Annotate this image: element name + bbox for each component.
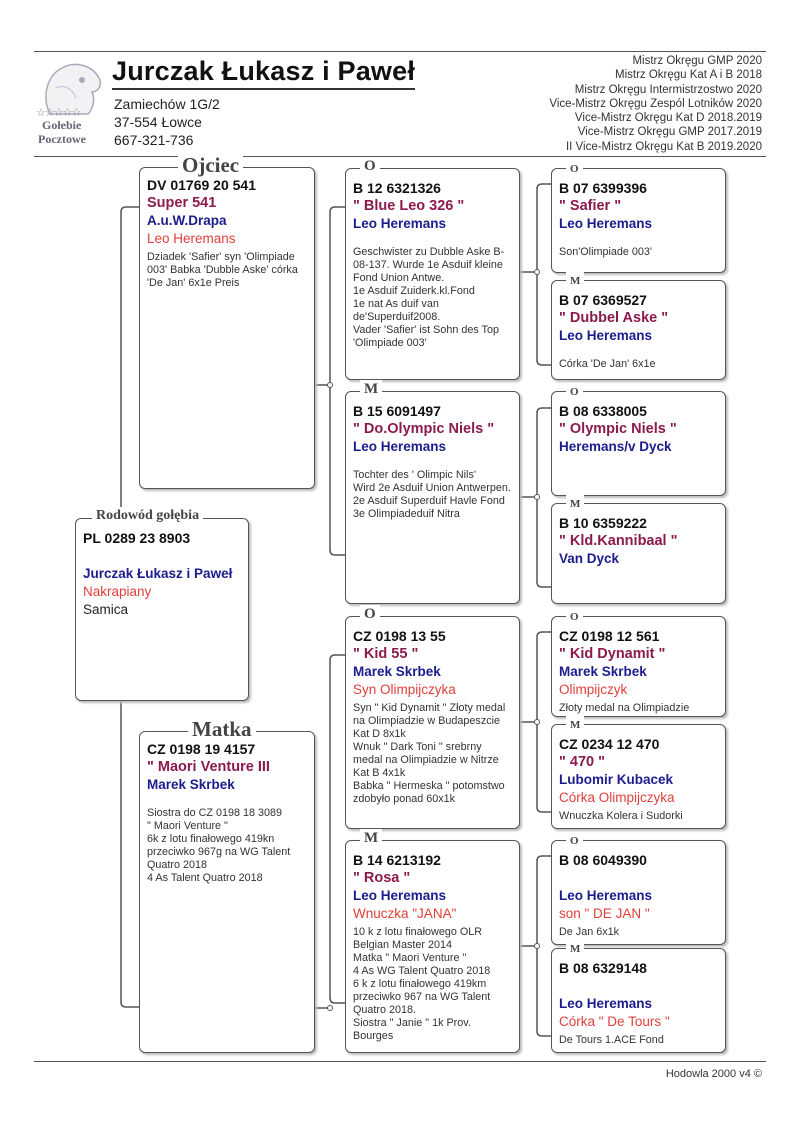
breeder-name: Heremans/v Dyck	[559, 439, 672, 454]
address-line-1: Zamiechów 1G/2	[114, 96, 220, 112]
card-legend: M	[360, 380, 382, 398]
breeder-name: Leo Heremans	[559, 328, 653, 343]
pigeon-color: Leo Heremans	[147, 231, 236, 246]
spacer	[559, 345, 719, 355]
pigeon-color: Wnuczka "JANA"	[353, 906, 457, 921]
pigeon-color: son " DE JAN "	[559, 906, 650, 921]
card-legend: O	[566, 832, 583, 850]
pigeon-color: Syn Olimpijczyka	[353, 682, 456, 697]
pigeon-notes: Dziadek 'Safier' syn 'Olimpiade 003' Babka 'Dubble Aske' córka 'De Jan' 6x1e Preis	[147, 251, 298, 289]
card-legend: M	[360, 829, 382, 847]
address-line-2: 37-554 Łowce	[114, 114, 202, 130]
ring-number: CZ 0198 19 4157	[147, 741, 256, 757]
pigeon-card-ds	[345, 606, 520, 829]
spacer	[559, 233, 719, 243]
spacer	[147, 794, 308, 804]
pigeon-name: " Safier "	[559, 198, 622, 214]
pigeon-card-subject	[75, 508, 249, 701]
card-legend: M	[566, 940, 584, 958]
pigeon-notes: Son'Olimpiade 003'	[559, 246, 652, 258]
breeder-name: Marek Skrbek	[147, 777, 235, 792]
pigeon-name: " Dubbel Aske "	[559, 310, 669, 326]
ring-number: B 08 6049390	[559, 852, 647, 868]
achievement: Vice-Mistrz Okręgu Zespól Lotników 2020	[549, 97, 762, 110]
pigeon-name: " Olympic Niels "	[559, 421, 677, 437]
breeder-name: Leo Heremans	[559, 888, 653, 903]
pigeon-card-dsd	[551, 719, 726, 829]
pigeon-notes: Syn " Kid Dynamit " Złoty medal na Olimpiadzie w Budapeszcie Kat D 8x1k Wnuk " Dark Toni " srebrny medal na Olimpiadzie w Nitrze Kat B 4x1k Babka " Hermeska " potomstwo zdobyło ponad 60x1k	[353, 702, 506, 805]
phone: 667-321-736	[114, 132, 194, 148]
pigeon-card-ddd	[551, 943, 726, 1053]
card-legend: O	[360, 605, 380, 623]
breeder-name: Van Dyck	[559, 551, 620, 566]
ring-number: PL 0289 23 8903	[83, 530, 191, 546]
card-legend: M	[566, 716, 584, 734]
pigeon-card-sss	[551, 163, 726, 273]
breeder-name: Leo Heremans	[353, 216, 447, 231]
pigeon-card-dam	[139, 717, 315, 1053]
card-legend: O	[566, 608, 583, 626]
pigeon-card-sire	[139, 153, 315, 489]
ring-number: B 12 6321326	[353, 180, 441, 196]
card-legend: O	[566, 383, 583, 401]
logo-stars: ☆☆☆☆☆	[36, 107, 81, 119]
ring-number: B 07 6399396	[559, 180, 647, 196]
card-legend: M	[566, 495, 584, 513]
spacer	[353, 233, 513, 243]
breeder-name: Leo Heremans	[353, 439, 447, 454]
pigeon-notes: Złoty medal na Olimpiadzie	[559, 702, 690, 714]
pigeon-card-ssd	[551, 275, 726, 380]
pigeon-name: " Rosa "	[353, 870, 411, 886]
card-legend: M	[566, 272, 584, 290]
pigeon-notes: Geschwister zu Dubble Aske B-08-137. Wurde 1e Asduif kleine Fond Union Antwe. 1e Asduif Zuiderk.kl.Fond 1e nat As duif van de'Superduif2008. Vader 'Safier' ist Sohn des Top 'Olimpiade 003'	[353, 246, 505, 349]
pigeon-color: Olimpijczyk	[559, 682, 628, 697]
pigeon-name: " Kid 55 "	[353, 646, 419, 662]
ring-number: CZ 0198 12 561	[559, 628, 660, 644]
breeder-name: Jurczak Łukasz i Paweł	[83, 566, 233, 581]
pigeon-name: " Maori Venture III	[147, 759, 270, 775]
breeder-name: Marek Skrbek	[353, 664, 441, 679]
pigeon-name: " Blue Leo 326 "	[353, 198, 465, 214]
breeder-name: Leo Heremans	[559, 996, 653, 1011]
breeder-name: Leo Heremans	[353, 888, 447, 903]
pigeon-name: " Kld.Kannibaal "	[559, 533, 678, 549]
ring-number: B 10 6359222	[559, 515, 647, 531]
pigeon-notes: Córka 'De Jan' 6x1e	[559, 358, 656, 370]
pigeon-card-sds	[551, 386, 726, 496]
logo-text-1: Gołebie	[42, 118, 82, 132]
pigeon-card-dds	[551, 835, 726, 945]
breeder-name: Marek Skrbek	[559, 664, 647, 679]
card-legend: O	[566, 160, 583, 178]
pigeon-notes: Wnuczka Kolera i Sudorki	[559, 810, 683, 822]
pigeon-name: " Do.Olympic Niels "	[353, 421, 495, 437]
pigeon-notes: Siostra do CZ 0198 18 3089 " Maori Venture " 6k z lotu finałowego 419kn przeciwko 967g na WG Talent Quatro 2018 4 As Talent Quatro 2018	[147, 807, 291, 884]
pigeon-color: Córka Olimpijczyka	[559, 790, 675, 805]
pigeon-notes: De Jan 6x1k	[559, 926, 620, 938]
pigeon-card-sdd	[551, 498, 726, 604]
ring-number: B 15 6091497	[353, 403, 441, 419]
achievement: Mistrz Okręgu GMP 2020	[632, 55, 762, 67]
ring-number: CZ 0198 13 55	[353, 628, 446, 644]
pigeon-name: " Kid Dynamit "	[559, 646, 666, 662]
pigeon-notes: 10 k z lotu finałowego OLR Belgian Master 2014 Matka " Maori Venture " 4 As WG Talent Quatro 2018 6 k z lotu finałowego 419km przeciwko 967 na WG Talent Quatro 2018. Siostra " Janie " 1k Prov. Bourges	[353, 926, 491, 1042]
achievement: Mistrz Okręgu Intermistrzostwo 2020	[574, 83, 762, 96]
pigeon-sex: Samica	[83, 602, 129, 617]
ring-number: CZ 0234 12 470	[559, 736, 660, 752]
breeder-name: Leo Heremans	[559, 216, 653, 231]
pigeon-card-dd	[345, 830, 520, 1053]
achievement: Vice-Mistrz Okręgu GMP 2017.2019	[577, 126, 762, 139]
pigeon-card-ss	[345, 158, 520, 380]
pigeon-notes: Tochter des ' Olimpic Nils' Wird 2e Asduif Union Antwerpen. 2e Asduif Superduif Havle Fond 3e Olimpiadeduif Nitra	[353, 469, 511, 520]
pigeon-name: Super 541	[147, 195, 217, 211]
ring-number: B 07 6369527	[559, 292, 647, 308]
pigeon-name	[559, 869, 719, 887]
spacer	[353, 456, 513, 466]
card-legend: O	[360, 157, 380, 175]
breeder-title: Jurczak Łukasz i Paweł	[112, 56, 415, 90]
ring-number: B 08 6338005	[559, 403, 647, 419]
breeder-name: A.u.W.Drapa	[147, 213, 227, 228]
spacer	[83, 547, 242, 565]
achievement: Mistrz Okręgu Kat A i B 2018	[614, 69, 762, 82]
pigeon-card-dss	[551, 611, 726, 717]
pigeon-name	[559, 977, 719, 995]
ring-number: B 08 6329148	[559, 960, 647, 976]
ring-number: DV 01769 20 541	[147, 177, 256, 193]
ring-number: B 14 6213192	[353, 852, 441, 868]
pigeon-name: " 470 "	[559, 754, 605, 770]
pigeon-color: Córka " De Tours "	[559, 1014, 670, 1029]
breeder-name: Lubomir Kubacek	[559, 772, 674, 787]
pigeon-card-sd	[345, 381, 520, 604]
card-legend: Matka	[188, 718, 256, 740]
pigeon-color: Nakrapiany	[83, 584, 152, 599]
achievement: Vice-Mistrz Okręgu Kat D 2018.2019	[574, 112, 762, 125]
card-legend: Ojciec	[178, 154, 243, 176]
logo-text-2: Pocztowe	[38, 132, 86, 146]
pigeon-notes: De Tours 1.ACE Fond	[559, 1034, 664, 1046]
footer-credit: Hodowla 2000 v4 ©	[665, 1068, 762, 1080]
achievement: II Vice-Mistrz Okręgu Kat B 2019.2020	[565, 140, 762, 153]
card-legend: Rodowód gołębia	[92, 507, 203, 525]
